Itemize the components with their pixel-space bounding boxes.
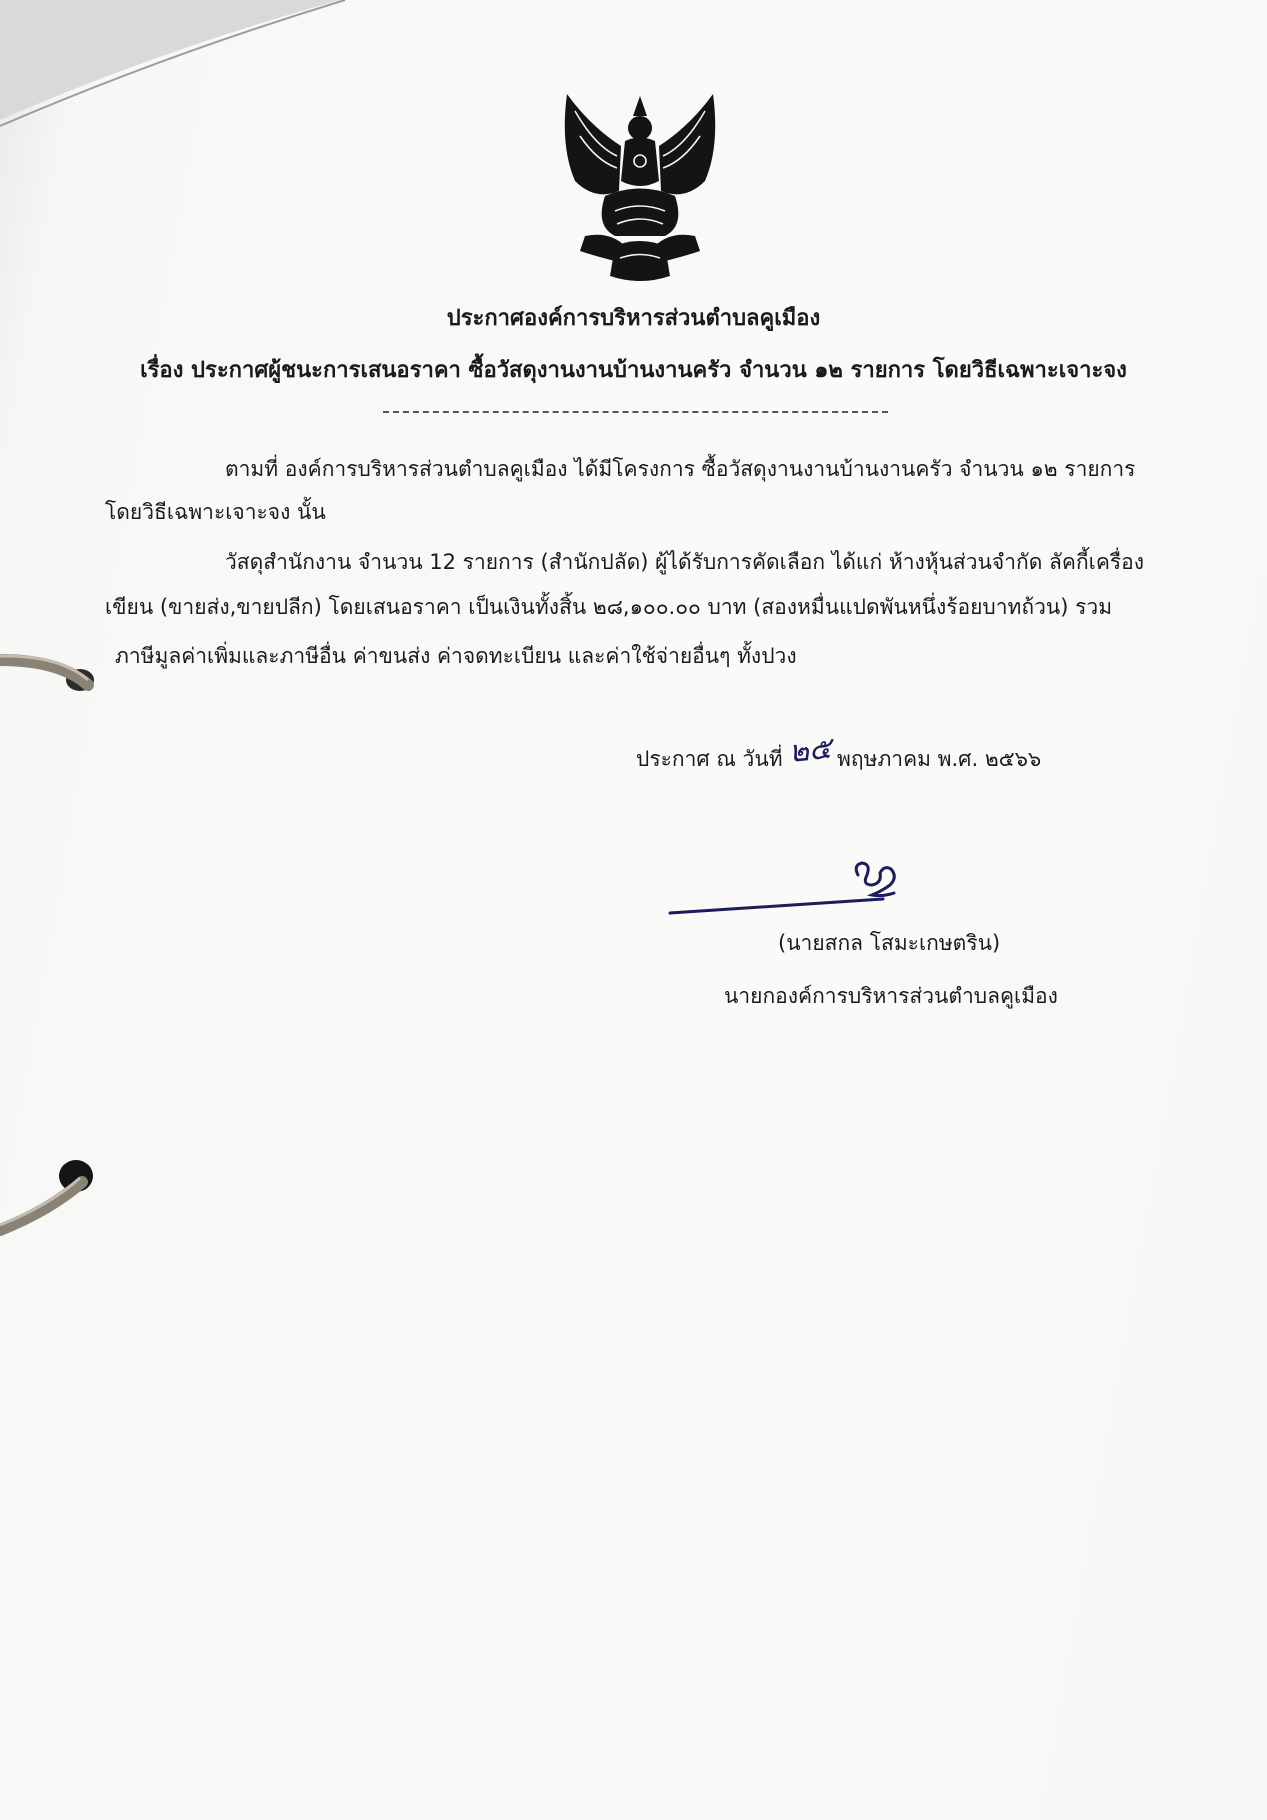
paragraph-2-line-1: วัสดุสำนักงาน จำนวน 12 รายการ (สำนักปลัด) ผู้ได้รับการคัดเลือก ได้แก่ ห้างหุ้นส่วนจำกัด ลัคกี้เครื่อง — [225, 550, 1145, 574]
announcement-subject: เรื่อง ประกาศผู้ชนะการเสนอราคา ซื้อวัสดุงานงานบ้านงานครัว จำนวน ๑๒ รายการ โดยวิธีเฉพาะเจาะจง — [140, 358, 1127, 383]
binder-ring-icon — [0, 640, 110, 730]
dashed-divider — [383, 411, 888, 413]
paragraph-1-line-2: โดยวิธีเฉพาะเจาะจง นั้น — [105, 500, 326, 524]
signer-position: นายกองค์การบริหารส่วนตำบลคูเมือง — [724, 984, 1058, 1008]
announcement-title: ประกาศองค์การบริหารส่วนตำบลคูเมือง — [446, 306, 821, 331]
date-suffix: พฤษภาคม พ.ศ. ๒๕๖๖ — [837, 747, 1042, 771]
signer-name: (นายสกล โสมะเกษตริน) — [778, 931, 1001, 955]
handwritten-signature-icon — [668, 855, 913, 920]
paragraph-1-line-1: ตามที่ องค์การบริหารส่วนตำบลคูเมือง ได้มีโครงการ ซื้อวัสดุงานงานบ้านงานครัว จำนวน ๑๒ รายการ — [225, 457, 1136, 481]
paragraph-2-line-2: เขียน (ขายส่ง,ขายปลีก) โดยเสนอราคา เป็นเงินทั้งสิ้น ๒๘,๑๐๐.๐๐ บาท (สองหมื่นแปดพันหนึ่งร้อยบาทถ้วน) รวม — [105, 595, 1113, 619]
announcement-date — [636, 730, 1042, 780]
binder-ring-icon — [0, 1150, 110, 1240]
garuda-emblem-icon — [555, 86, 725, 286]
page-fold-shadow — [0, 0, 360, 140]
handwritten-day: ๒๕ — [786, 730, 833, 771]
date-prefix: ประกาศ ณ วันที่ — [636, 747, 783, 771]
paragraph-2-line-3: ภาษีมูลค่าเพิ่มและภาษีอื่น ค่าขนส่ง ค่าจดทะเบียน และค่าใช้จ่ายอื่นๆ ทั้งปวง — [115, 644, 797, 668]
